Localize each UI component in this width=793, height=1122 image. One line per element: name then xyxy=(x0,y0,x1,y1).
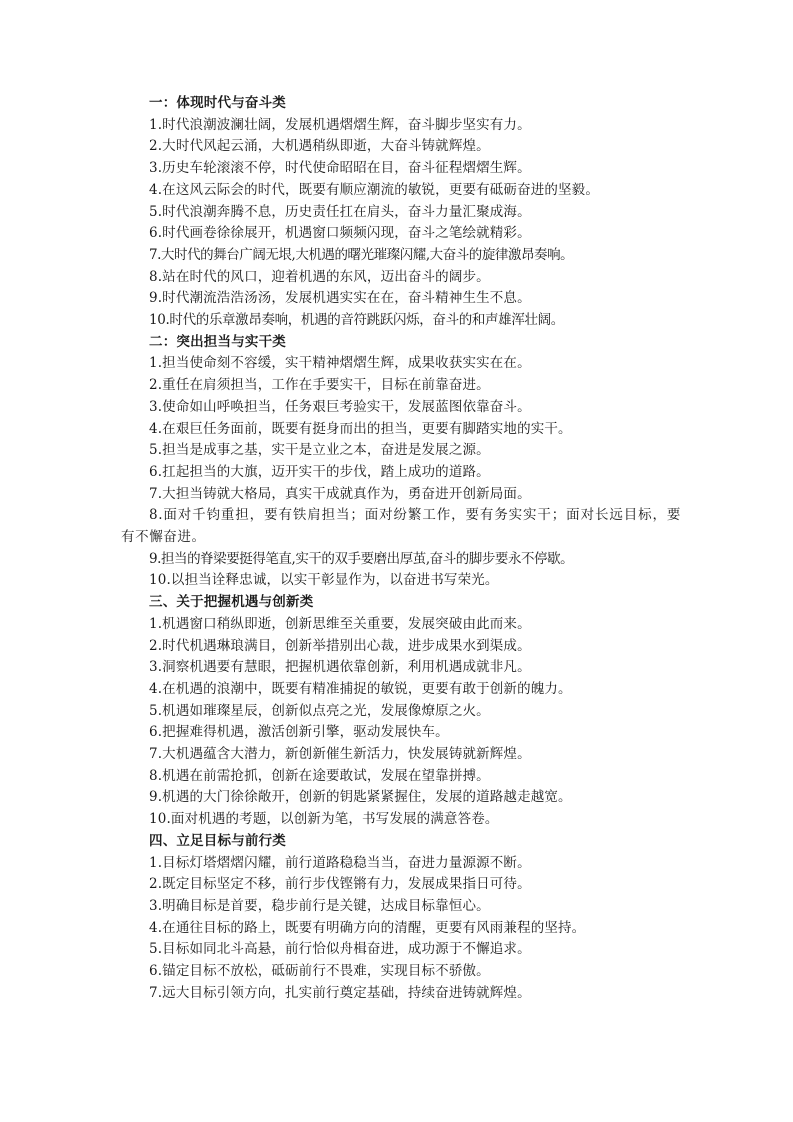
list-item: 2.大时代风起云涌，大机遇稍纵即逝，大奋斗铸就辉煌。 xyxy=(149,138,490,155)
list-item: 9.时代潮流浩浩汤汤，发展机遇实实在在，奋斗精神生生不息。 xyxy=(149,290,531,307)
list-item: 4.在艰巨任务面前，既要有挺身而出的担当，更要有脚踏实地的实干。 xyxy=(149,420,572,437)
list-item: 2.时代机遇琳琅满目，创新举措别出心裁，进步成果水到渠成。 xyxy=(149,637,531,654)
list-item: 4.在机遇的浪潮中，既要有精准捕捉的敏锐，更要有敢于创新的魄力。 xyxy=(149,680,572,697)
section-heading-4: 四、立足目标与前行类 xyxy=(149,832,286,849)
list-item: 7.远大目标引领方向，扎实前行奠定基础，持续奋进铸就辉煌。 xyxy=(149,984,531,1001)
list-item: 7.大时代的舞台广阔无垠,大机遇的曙光璀璨闪耀,大奋斗的旋律激昂奏响。 xyxy=(149,246,574,263)
list-item: 4.在通往目标的路上，既要有明确方向的清醒，更要有风雨兼程的坚持。 xyxy=(149,919,586,936)
list-item: 5.时代浪潮奔腾不息，历史责任扛在肩头，奋斗力量汇聚成海。 xyxy=(149,203,531,220)
list-item: 1.时代浪潮波澜壮阔，发展机遇熠熠生辉，奋斗脚步坚实有力。 xyxy=(149,116,531,133)
list-item: 5.机遇如璀璨星辰，创新似点亮之光，发展像燎原之火。 xyxy=(149,702,490,719)
list-item: 9.机遇的大门徐徐敞开，创新的钥匙紧紧握住，发展的道路越走越宽。 xyxy=(149,789,572,806)
list-item: 8.面对千钧重担，要有铁肩担当；面对纷繁工作，要有务实实干；面对长远目标，要有不懈奋进。 xyxy=(121,507,681,546)
list-item: 10.以担当诠释忠诚，以实干彰显作为，以奋进书写荣光。 xyxy=(149,572,499,589)
list-item: 2.既定目标坚定不移，前行步伐铿锵有力，发展成果指日可待。 xyxy=(149,876,531,893)
list-item: 9.担当的脊梁要挺得笔直,实干的双手要磨出厚茧,奋斗的脚步要永不停歇。 xyxy=(149,550,574,567)
list-item: 5.担当是成事之基，实干是立业之本，奋进是发展之源。 xyxy=(149,442,490,459)
list-item: 6.时代画卷徐徐展开，机遇窗口频频闪现，奋斗之笔绘就精彩。 xyxy=(149,225,531,242)
section-heading-1: 一：体现时代与奋斗类 xyxy=(149,95,286,111)
list-item: 4.在这风云际会的时代，既要有顺应潮流的敏锐，更要有砥砺奋进的坚毅。 xyxy=(149,181,599,198)
section-heading-2: 二：突出担当与实干类 xyxy=(149,333,286,350)
list-item: 6.扛起担当的大旗，迈开实干的步伐，踏上成功的道路。 xyxy=(149,463,490,480)
list-item: 1.机遇窗口稍纵即逝，创新思维至关重要，发展突破由此而来。 xyxy=(149,615,531,632)
list-item: 3.使命如山呼唤担当，任务艰巨考验实干，发展蓝图依靠奋斗。 xyxy=(149,398,531,415)
list-item: 7.大担当铸就大格局，真实干成就真作为，勇奋进开创新局面。 xyxy=(149,485,531,502)
document-body xyxy=(121,93,681,1004)
list-item: 3.洞察机遇要有慧眼，把握机遇依靠创新，利用机遇成就非凡。 xyxy=(149,659,531,676)
list-item: 6.把握难得机遇，激活创新引擎，驱动发展快车。 xyxy=(149,724,449,741)
list-item: 8.机遇在前需抢抓，创新在途要敢试，发展在望靠拼搏。 xyxy=(149,767,490,784)
list-item: 10.时代的乐章激昂奏响，机遇的音符跳跃闪烁，奋斗的和声雄浑壮阔。 xyxy=(149,312,564,329)
list-item: 8.站在时代的风口，迎着机遇的东风，迈出奋斗的阔步。 xyxy=(149,268,490,285)
list-item: 2.重任在肩须担当，工作在手要实干，目标在前靠奋进。 xyxy=(149,377,490,394)
list-item: 10.面对机遇的考题，以创新为笔，书写发展的满意答卷。 xyxy=(149,811,499,828)
list-item: 6.锚定目标不放松，砥砺前行不畏难，实现目标不骄傲。 xyxy=(149,963,490,980)
list-item: 3.历史车轮滚滚不停，时代使命昭昭在目，奋斗征程熠熠生辉。 xyxy=(149,160,531,177)
list-item: 1.目标灯塔熠熠闪耀，前行道路稳稳当当，奋进力量源源不断。 xyxy=(149,854,531,871)
list-item: 3.明确目标是首要，稳步前行是关键，达成目标靠恒心。 xyxy=(149,897,490,914)
list-item: 7.大机遇蕴含大潜力，新创新催生新活力，快发展铸就新辉煌。 xyxy=(149,746,531,763)
list-item: 5.目标如同北斗高悬，前行恰似舟楫奋进，成功源于不懈追求。 xyxy=(149,941,531,958)
section-heading-3: 三、关于把握机遇与创新类 xyxy=(149,594,314,611)
list-item: 1.担当使命刻不容缓，实干精神熠熠生辉，成果收获实实在在。 xyxy=(149,355,531,372)
